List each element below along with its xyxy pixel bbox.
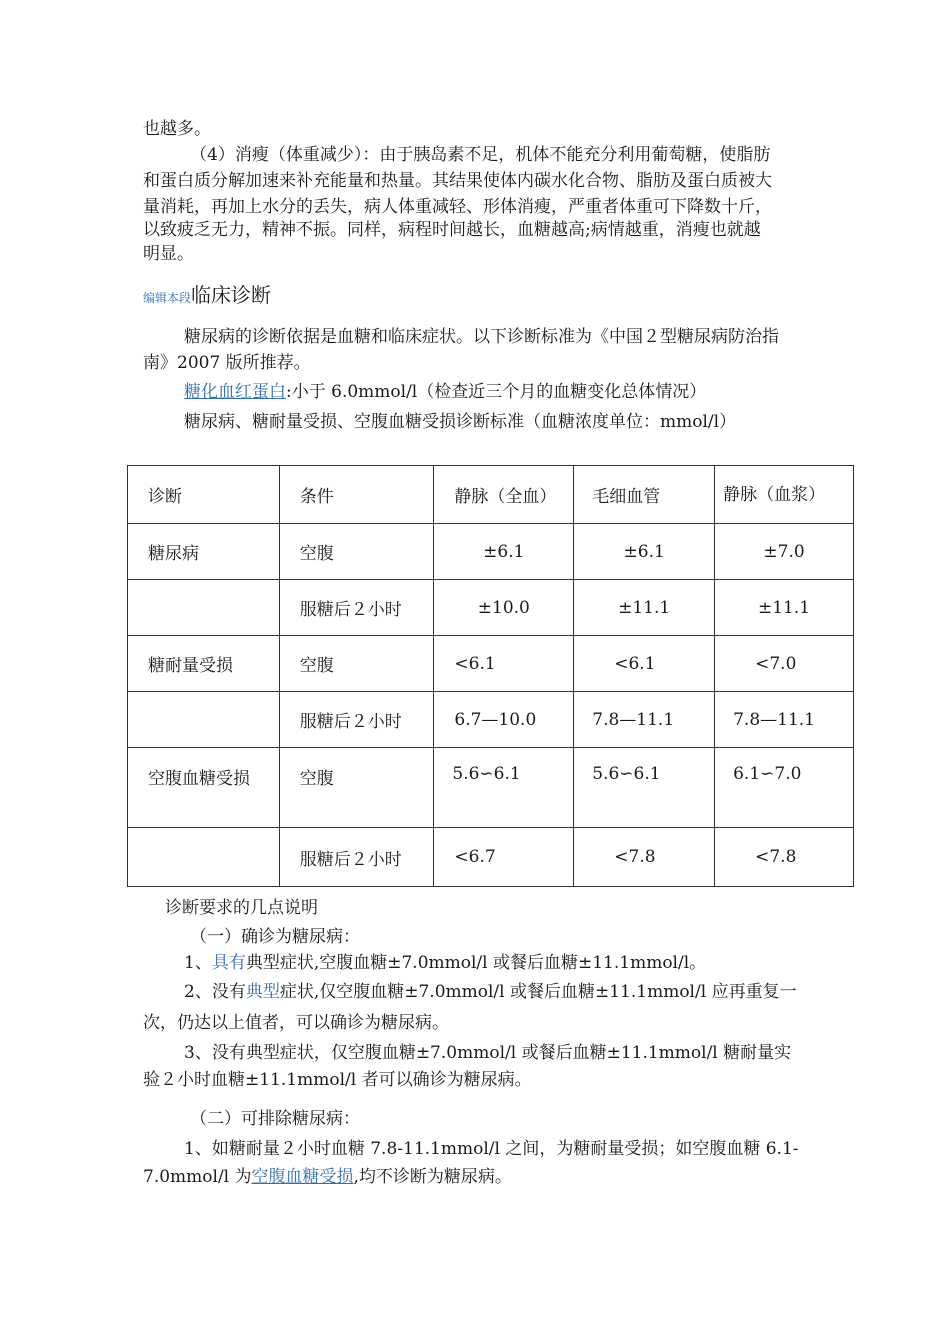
- table-cell: ±11.1: [715, 580, 854, 636]
- table-cell: 糖耐量受损: [128, 636, 280, 692]
- exclude-item-1-cont: 7.0mmol/l 为空腹血糖受损,均不诊断为糖尿病。: [143, 1167, 512, 1187]
- table-row: [128, 828, 854, 887]
- table-cell: ±6.1: [434, 524, 574, 580]
- section-heading: [143, 282, 271, 311]
- edit-section-link[interactable]: 编辑本段: [143, 291, 192, 305]
- table-row: [128, 748, 854, 828]
- hba1c-link[interactable]: 糖化血红蛋白: [184, 382, 286, 402]
- header-cell: 条件: [279, 466, 434, 524]
- table-cell: <7.0: [715, 636, 854, 692]
- table-cell: 服糖后２小时: [279, 692, 434, 748]
- table-cell: 5.6∽6.1: [434, 748, 574, 828]
- confirm-item-2-cont: 次，仍达以上值者，可以确诊为糖尿病。: [143, 1013, 449, 1033]
- table-cell: ±7.0: [715, 524, 854, 580]
- table-cell: <7.8: [715, 828, 854, 887]
- table-caption: 糖尿病、糖耐量受损、空腹血糖受损诊断标准（血糖浓度单位：mmol/l）: [184, 412, 737, 432]
- table-cell: 5.6∽6.1: [574, 748, 715, 828]
- paragraph-line: 糖尿病的诊断依据是血糖和临床症状。以下诊断标准为《中国２型糖尿病防治指: [184, 327, 779, 347]
- table-cell: 6.1∽7.0: [715, 748, 854, 828]
- table-cell: 空腹: [279, 636, 434, 692]
- table-cell: ±10.0: [434, 580, 574, 636]
- table-cell: <7.8: [574, 828, 715, 887]
- diagnosis-table: [127, 465, 854, 887]
- intro-line: 明显。: [143, 244, 194, 264]
- exclude-heading: （二）可排除糖尿病：: [190, 1109, 360, 1129]
- table-cell: [128, 692, 280, 748]
- table-cell: [128, 580, 280, 636]
- exclude-item-1: 1、如糖耐量２小时血糖 7.8-11.1mmol/l 之间，为糖耐量受损；如空腹血糖 6.1-: [184, 1139, 799, 1159]
- confirm-item-3-cont: 验２小时血糖±11.1mmol/l 者可以确诊为糖尿病。: [143, 1070, 532, 1090]
- typical-link[interactable]: 具有: [211, 953, 246, 973]
- intro-line: 以致疲乏无力，精神不振。同样，病程时间越长，血糖越高;病情越重，消瘦也就越: [143, 220, 761, 240]
- table-cell: 7.8—11.1: [574, 692, 715, 748]
- intro-line: 和蛋白质分解加速来补充能量和热量。其结果使体内碳水化合物、脂肪及蛋白质被大: [143, 171, 772, 191]
- confirm-item-1: 1、具有典型症状,空腹血糖±7.0mmol/l 或餐后血糖±11.1mmol/l。: [184, 953, 707, 973]
- confirm-item-3: 3、没有典型症状，仅空腹血糖±7.0mmol/l 或餐后血糖±11.1mmol/l 糖耐量实: [184, 1043, 792, 1063]
- table-header-row: [128, 466, 854, 524]
- paragraph-line: 南》2007 版所推荐。: [143, 353, 311, 373]
- ifg-link[interactable]: 空腹血糖受损: [251, 1167, 354, 1187]
- table-cell: <6.1: [434, 636, 574, 692]
- hba1c-text: :小于 6.0mmol/l（检查近三个月的血糖变化总体情况）: [286, 382, 707, 402]
- table-row: [128, 580, 854, 636]
- table-row: [128, 636, 854, 692]
- notes-title: 诊断要求的几点说明: [165, 898, 318, 918]
- table-cell: 7.8—11.1: [715, 692, 854, 748]
- confirm-item-2: 2、没有典型症状,仅空腹血糖±7.0mmol/l 或餐后血糖±11.1mmol/l 应再重复一: [184, 982, 797, 1002]
- header-cell: 静脉（血浆）: [715, 466, 854, 524]
- intro-line: 也越多。: [143, 119, 211, 139]
- typical-link-2[interactable]: 典型: [245, 982, 280, 1002]
- table-row: [128, 524, 854, 580]
- header-cell: 诊断: [128, 466, 280, 524]
- intro-line: （4）消瘦（体重减少）：由于胰岛素不足，机体不能充分利用葡萄糖，使脂肪: [190, 145, 771, 165]
- hba1c-line: [184, 379, 706, 405]
- section-title: 临床诊断: [191, 283, 272, 307]
- table-cell: ±11.1: [574, 580, 715, 636]
- table-cell: <6.7: [434, 828, 574, 887]
- table-cell: 服糖后２小时: [279, 828, 434, 887]
- table-cell: ±6.1: [574, 524, 715, 580]
- table-cell: 空腹: [279, 748, 434, 828]
- table-cell: [128, 828, 280, 887]
- header-cell: 毛细血管: [574, 466, 715, 524]
- table-cell: 糖尿病: [128, 524, 280, 580]
- table-row: [128, 692, 854, 748]
- confirm-heading: （一）确诊为糖尿病：: [190, 927, 360, 947]
- table-cell: 服糖后２小时: [279, 580, 434, 636]
- table-cell: 6.7—10.0: [434, 692, 574, 748]
- header-cell: 静脉（全血）: [434, 466, 574, 524]
- intro-line: 量消耗，再加上水分的丢失，病人体重减轻、形体消瘦，严重者体重可下降数十斤，: [143, 197, 772, 217]
- table-cell: 空腹: [279, 524, 434, 580]
- table-cell: <6.1: [574, 636, 715, 692]
- table-cell: 空腹血糖受损: [128, 748, 280, 828]
